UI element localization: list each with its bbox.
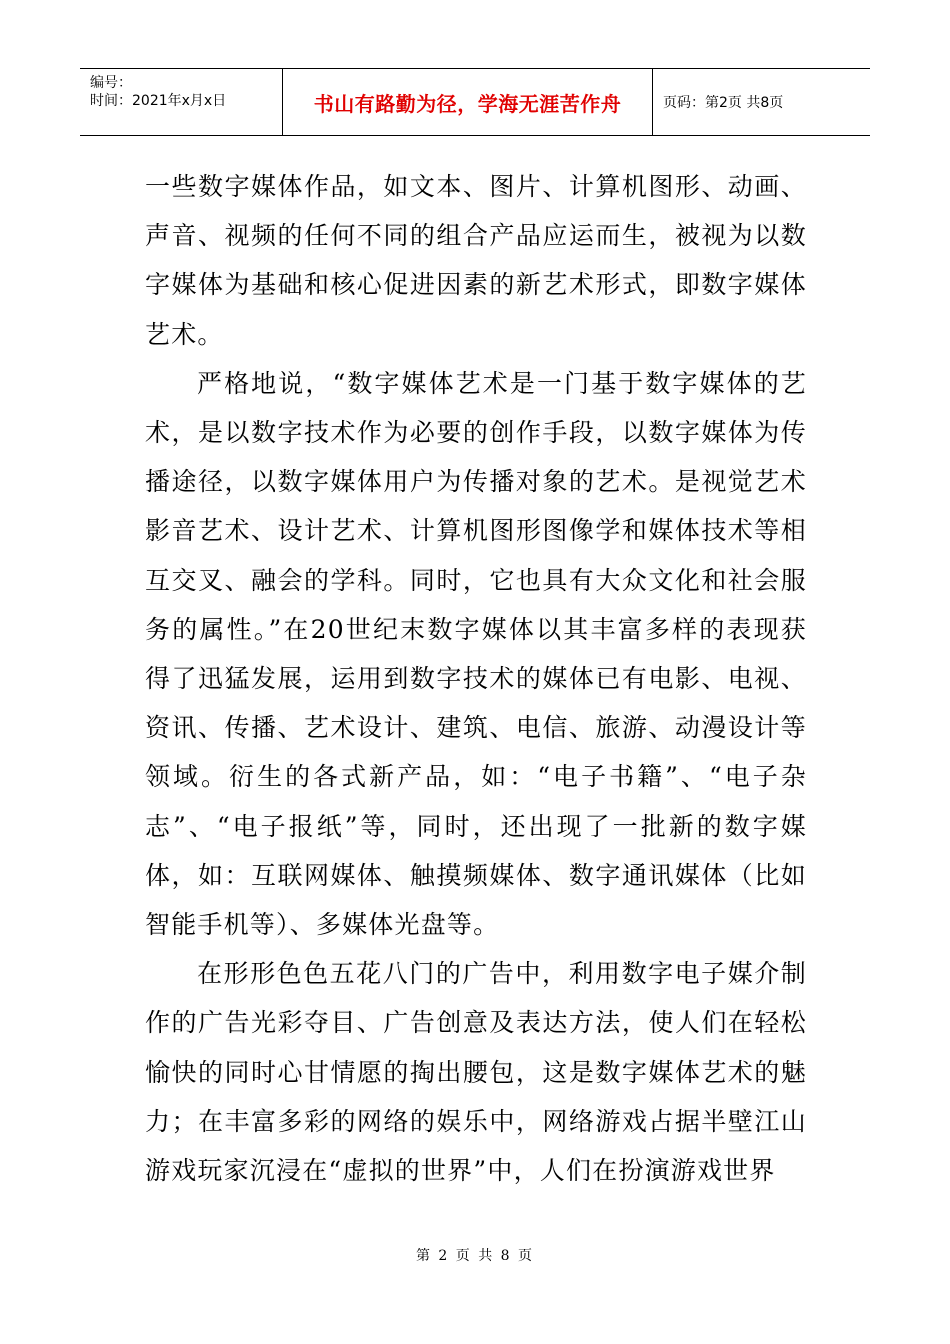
document-time-label: 时间：2021年x月x日: [90, 93, 227, 109]
document-number-label: 编号：: [90, 75, 132, 91]
body-paragraph-1: 一些数字媒体作品，如文本、图片、计算机图形、动画、声音、视频的任何不同的组合产品应运而生，被视为以数字媒体为基础和核心促进因素的新艺术形式，即数字媒体艺术。: [145, 172, 807, 349]
page-footer: 第 2 页 共 8 页: [415, 1248, 535, 1264]
header-page-cell: [653, 69, 870, 135]
header-motto-cell: [283, 69, 653, 135]
body-paragraph-3: 在形形色色五花八门的广告中，利用数字电子媒介制作的广告光彩夺目、广告创意及表达方法，使人们在轻松愉快的同时心甘情愿的掏出腰包，这是数字媒体艺术的魅力；在丰富多彩的网络的娱乐中，网络游戏占据半壁江山游戏玩家沉浸在“虚拟的世界”中，人们在扮演游戏世界: [145, 959, 807, 1186]
header-meta-cell: [80, 69, 283, 135]
body-paragraph-2: 严格地说，“数字媒体艺术是一门基于数字媒体的艺术，是以数字技术作为必要的创作手段，以数字媒体为传播途径，以数字媒体用户为传播对象的艺术。是视觉艺术影音艺术、设计艺术、计算机图形图像学和媒体技术等相互交叉、融会的学科。同时，它也具有大众文化和社会服务的属性。”在20世纪末数字媒体以其丰富多样的表现获得了迅猛发展，运用到数字技术的媒体已有电影、电视、资讯、传播、艺术设计、建筑、电信、旅游、动漫设计等领域。衍生的各式新产品，如：“电子书籍”、“电子杂志”、“电子报纸”等，同时，还出现了一批新的数字媒体，如：互联网媒体、触摸频媒体、数字通讯媒体（比如智能手机等）、多媒体光盘等。: [145, 368, 807, 940]
header-motto: 书山有路勤为径，学海无涯苦作舟: [313, 91, 622, 116]
document-header: [80, 68, 870, 136]
header-page-info: 页码：第2页 共8页: [663, 95, 784, 111]
document-body: [145, 162, 807, 1195]
